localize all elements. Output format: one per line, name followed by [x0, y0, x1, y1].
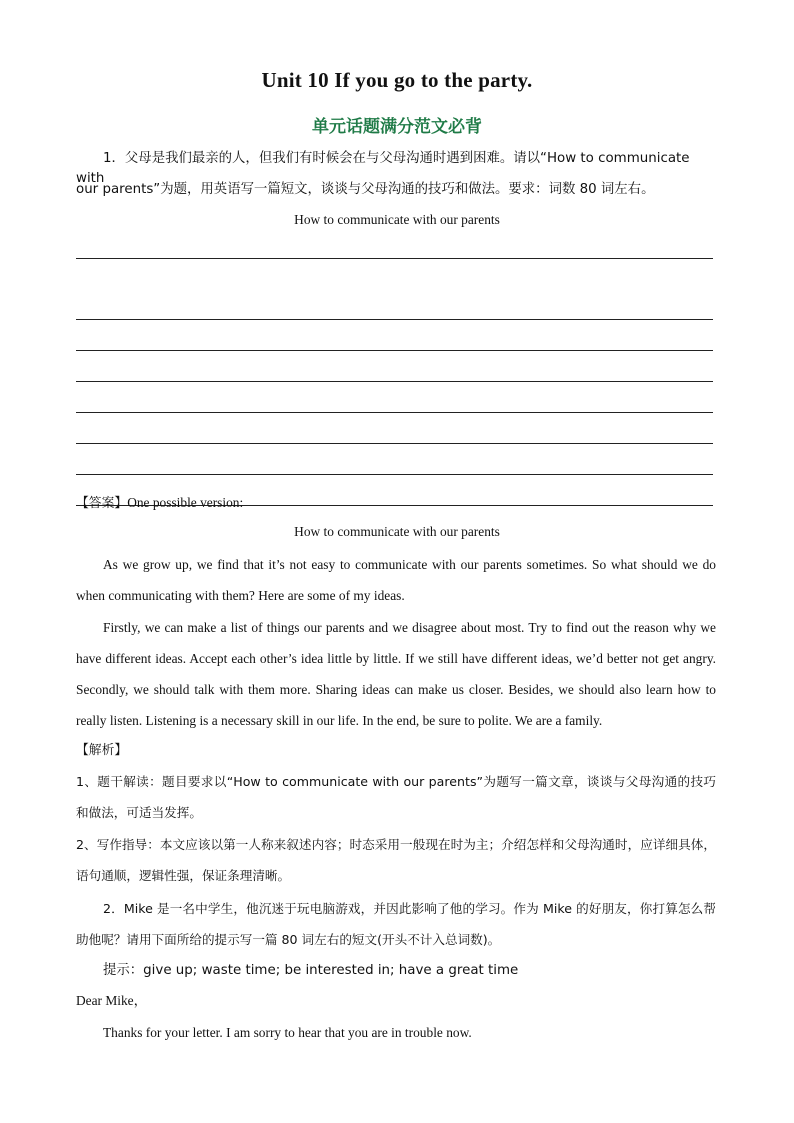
letter-opening: Thanks for your letter. I am sorry to hear that you are in trouble now.: [103, 1025, 472, 1040]
question-1-line-2: our parents”为题，用英语写一篇短文，谈谈与父母沟通的技巧和做法。要求：词数 80 词左右。: [76, 182, 655, 197]
question-2-hint: 提示：give up; waste time; be interested in; have a great time: [103, 963, 519, 978]
answer-paragraph-1: As we grow up, we find that it’s not easy to communicate with our parents sometimes. So what should we do when communicating with them? Here are some of my ideas.: [76, 557, 716, 603]
answer-label: 【答案】: [76, 496, 128, 511]
answer-heading: [76, 493, 718, 514]
writing-line: [76, 444, 713, 475]
answer-paragraph-2: Firstly, we can make a list of things our parents and we disagree about most. Try to find out the reason why we have different ideas. Accept each other’s idea little by little. If we still have different ideas, we’d better not get angry. Secondly, we should talk with them more. Sharing ideas can make us closer. Besides, we should also learn how to really listen. Listening is a necessary skill in our life. In the end, be sure to polite. We are a family.: [76, 620, 716, 728]
question-1-line-1: 1．父母是我们最亲的人，但我们有时候会在与父母沟通时遇到困难。请以“How to communicate with: [76, 151, 690, 186]
page-title: Unit 10 If you go to the party.: [261, 68, 533, 92]
analysis-item-1: 1、题干解读：题目要求以“How to communicate with our parents”为题写一篇文章，谈谈与父母沟通的技巧和做法，可适当发挥。: [76, 774, 716, 820]
writing-line: [76, 258, 713, 259]
writing-line: [76, 320, 713, 351]
question-1-essay-title: How to communicate with our parents: [294, 212, 500, 227]
answer-essay-title: How to communicate with our parents: [294, 524, 500, 539]
writing-line: [76, 382, 713, 413]
analysis-item-2: 2、写作指导：本文应该以第一人称来叙述内容；时态采用一般现在时为主；介绍怎样和父母沟通时，应详细具体，语句通顺，逻辑性强，保证条理清晰。: [76, 837, 716, 883]
question-2-text: 2．Mike 是一名中学生，他沉迷于玩电脑游戏，并因此影响了他的学习。作为 Mike 的好朋友，你打算怎么帮助他呢？请用下面所给的提示写一篇 80 词左右的短文(开头不计入总词数)。: [76, 901, 716, 947]
letter-salutation: Dear Mike，: [76, 993, 148, 1008]
answer-intro: One possible version:: [127, 495, 244, 510]
writing-line: [76, 413, 713, 444]
writing-line: [76, 351, 713, 382]
writing-lines: [76, 258, 713, 506]
writing-line: [76, 289, 713, 320]
section-subtitle: 单元话题满分范文必背: [312, 117, 482, 137]
analysis-label: 【解析】: [76, 743, 128, 758]
